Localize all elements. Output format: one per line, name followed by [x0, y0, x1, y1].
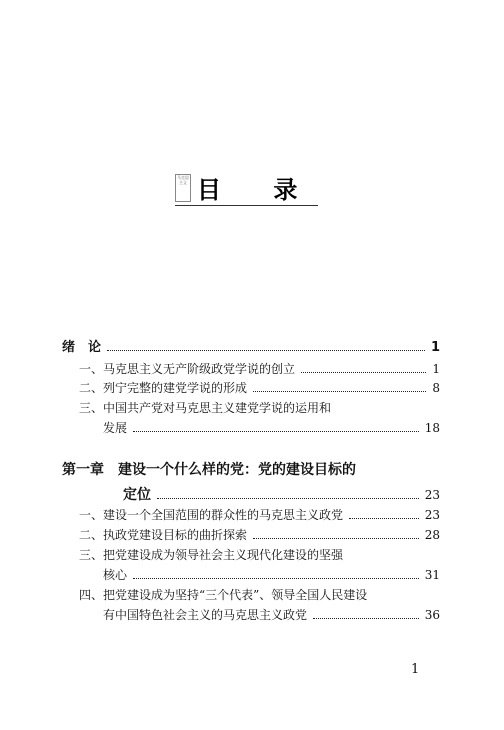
leader-dots — [133, 578, 419, 579]
toc-page-number: 23 — [424, 488, 440, 502]
toc-entry[interactable] — [79, 360, 440, 377]
toc-entry-text: 第一章 建设一个什么样的党：党的建设目标的 — [62, 462, 356, 478]
leader-dots — [253, 538, 419, 539]
toc-entry-text: 有中国特色社会主义的马克思主义政党 — [103, 608, 308, 622]
leader-dots — [313, 618, 419, 619]
toc-entry-text: 发展 — [103, 421, 128, 435]
leader-dots — [107, 350, 425, 351]
toc-entry-text: 核心 — [103, 568, 128, 582]
toc-page-number: 1 — [432, 362, 440, 376]
toc-page-number: 8 — [432, 381, 440, 395]
toc-entry[interactable] — [79, 399, 440, 416]
toc-entry[interactable] — [103, 606, 440, 623]
leader-dots — [133, 431, 419, 432]
toc-page-number: 36 — [424, 608, 440, 622]
toc-entry-intro[interactable] — [62, 336, 440, 355]
toc-entry[interactable] — [79, 546, 440, 563]
toc-entry[interactable] — [123, 484, 440, 504]
page-number: 1 — [411, 662, 420, 677]
toc-entry-text: 四、把党建设成为坚持“三个代表”、领导全国人民建设 — [79, 588, 368, 602]
toc-page-number: 1 — [430, 340, 440, 355]
toc-page-number: 28 — [424, 528, 440, 542]
toc-entry[interactable] — [79, 379, 440, 396]
title-seal-mark: 马克思主义 — [175, 174, 191, 202]
leader-dots — [349, 518, 419, 519]
toc-entry-text: 二、执政党建设目标的曲折探索 — [79, 528, 248, 542]
toc-entry[interactable] — [79, 586, 440, 603]
toc-entry-text: 二、列宁完整的建党学说的形成 — [79, 381, 248, 395]
toc-page-number: 23 — [424, 508, 440, 522]
toc-entry-text: 三、把党建设成为领导社会主义现代化建设的坚强 — [79, 548, 344, 562]
toc-entry-text: 一、建设一个全国范围的群众性的马克思主义政党 — [79, 508, 344, 522]
toc-entry-text: 定位 — [123, 487, 151, 503]
toc-entry[interactable] — [79, 526, 440, 543]
toc-entry-text: 一、马克思主义无产阶级政党学说的创立 — [79, 362, 296, 376]
leader-dots — [253, 391, 426, 392]
toc-page-number: 31 — [424, 568, 440, 582]
leader-dots — [301, 372, 426, 373]
toc-entry[interactable] — [103, 566, 440, 583]
toc-entry-text: 三、中国共产党对马克思主义建党学说的运用和 — [79, 401, 332, 415]
toc-entry[interactable] — [103, 419, 440, 436]
toc-title-text: 目 录 — [197, 176, 320, 204]
toc-entry[interactable] — [79, 506, 440, 523]
leader-dots — [157, 498, 419, 499]
toc-chapter-1[interactable] — [62, 459, 440, 479]
toc-entry-text: 绪 论 — [62, 340, 102, 355]
toc-page-number: 18 — [424, 421, 440, 435]
